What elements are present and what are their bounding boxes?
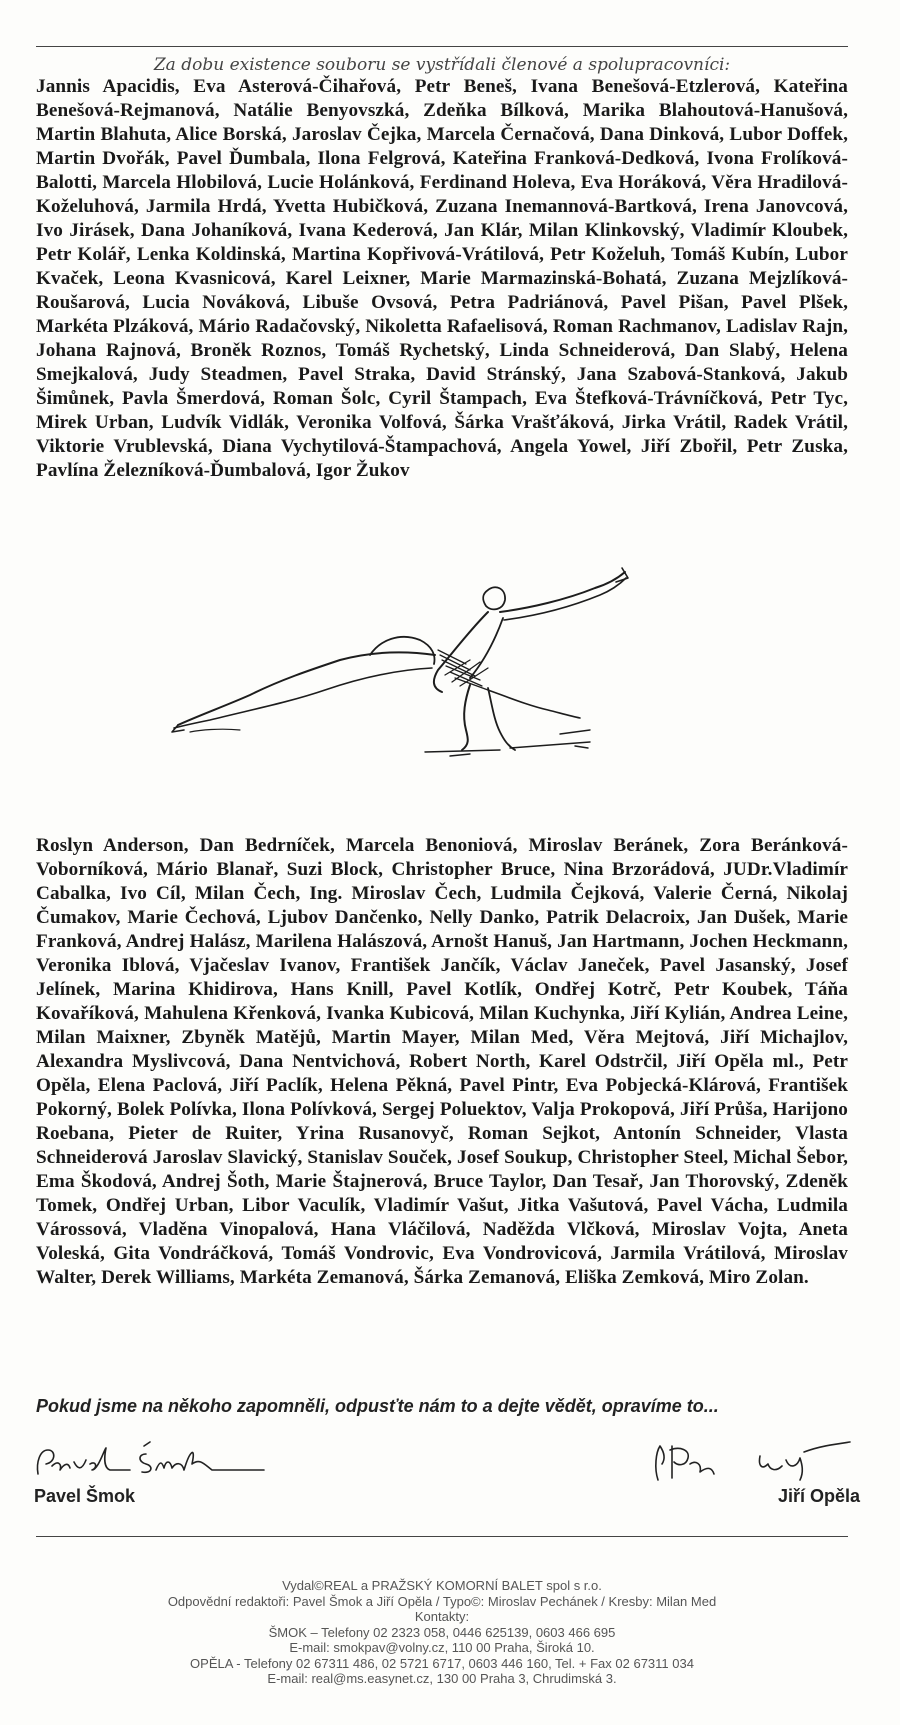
footer-opela-email: E-mail: real@ms.easynet.cz, 130 00 Praha 3, Chrudimská 3. <box>267 1671 617 1686</box>
handwritten-signature-opela <box>650 1440 860 1484</box>
footer-opela-phones: OPĚLA - Telefony 02 67311 486, 02 5721 6717, 0603 446 160, Tel. + Fax 02 67311 034 <box>190 1655 694 1671</box>
footer-smok-phones: ŠMOK – Telefony 02 2323 058, 0446 625139, 0603 466 695 <box>268 1624 616 1640</box>
footer-publisher-line: Vydal©REAL a PRAŽSKÝ KOMORNÍ BALET spol s r.o. <box>282 1578 602 1593</box>
closing-note: Pokud jsme na někoho zapomněli, odpusťte nám to a dejte vědět, opravíme to... <box>36 1396 719 1416</box>
member-list-second: Roslyn Anderson, Dan Bedrníček, Marcela Benoniová, Miroslav Beránek, Zora Beránková-Voborníková, Mário Blanař, Suzi Block, Christopher Bruce, Nina Brzorádová, JUDr.Vladimír Cabalka, Ivo Cíl, Milan Čech, Ing. Miroslav Čech, Ludmila Čejková, Valerie Černá, Nikolaj Čumakov, Marie Čechová, Ljubov Dančenko, Nelly Danko, Patrik Delacroix, Jan Dušek, Marie Franková, Andrej Halász, Marilena Halászová, Arnošt Hanuš, Jan Hartmann, Jochen Heckmann, Veronika Iblová, Vjačeslav Ivanov, František Jančík, Václav Janeček, Pavel Jasanský, Josef Jelínek, Marina Khidirova, Hans Knill, Pavel Kotlík, Ondřej Kotrč, Petr Koubek, Táňa Kovaříková, Mahulena Křenková, Ivanka Kubicová, Milan Kuchynka, Jiří Kylián, Andrea Leine, Milan Maixner, Zbyněk Matějů, Martin Mayer, Milan Med, Věra Mejtová, Jiří Michajlov, Alexandra Myslivcová, Dana Nentvichová, Robert North, Karel Odstrčil, Jiří Opěla ml., Petr Opěla, Elena Paclová, Jiří Paclík, Helena Pěkná, Pavel Pintr, Eva Pobjecká-Klárová, František Pokorný, Bolek Polívka, Ilona Polívková, Sergej Poluektov, Valja Prokopová, Jiří Průša, Harijono Roebana, Pieter de Ruiter, Yrina Rusanovyč, Roman Sejkot, Antonín Schneider, Vlasta Schneiderová Jaroslav Slavický, Stanislav Souček, Josef Soukup, Christopher Steel, Michal Šebor, Ema Škodová, Andrej Šoth, Marie Štajnerová, Bruce Taylor, Dan Tesař, Jan Thorovský, Zdeněk Tomek, Ondřej Urban, Libor Vaculík, Vladimír Vašut, Jitka Vašutová, Pavel Vácha, Ludmila Várossová, Vladěna Vinopalová, Hana Vláčilová, Naděžda Vlčková, Miroslav Vojta, Aneta Voleská, Gita Vondráčková, Tomáš Vondrovic, Eva Vondrovicová, Jarmila Vrátilová, Miroslav Walter, Derek Williams, Markéta Zemanová, Šárka Zemanová, Eliška Zemková, Miro Zolan. <box>36 835 848 1288</box>
footer-smok-email: E-mail: smokpav@volny.cz, 110 00 Praha, Široká 10. <box>289 1640 595 1655</box>
publisher-footer <box>36 1578 848 1687</box>
intro-heading: Za dobu existence souboru se vystřídali členové a spolupracovníci: <box>153 55 731 75</box>
handwritten-signature-smok <box>34 1440 274 1484</box>
signature-block-left <box>34 1440 294 1507</box>
dancer-sketch-illustration <box>170 560 690 780</box>
member-list-first: Jannis Apacidis, Eva Asterová-Čihařová, Petr Beneš, Ivana Benešová-Etzlerová, Kateřina Benešová-Rejmanová, Natálie Benyovszká, Zdeňka Bílková, Marika Blahoutová-Hanušová, Martin Blahuta, Alice Borská, Jaroslav Čejka, Marcela Černačová, Dana Dinková, Lubor Doffek, Martin Dvořák, Pavel Ďumbala, Ilona Felgrová, Kateřina Franková-Dedková, Ivona Frolíková-Balotti, Marcela Hlobilová, Lucie Holánková, Ferdinand Holeva, Eva Horáková, Věra Hradilová-Koželuhová, Jarmila Hrdá, Yvetta Hubičková, Zuzana Inemannová-Bartková, Irena Janovcová, Ivo Jirásek, Dana Johaníková, Ivana Kederová, Jan Klár, Milan Klinkovský, Vladimír Kloubek, Petr Kolář, Lenka Koldinská, Martina Kopřivová-Vrátilová, Petr Koželuh, Tomáš Kubín, Lubor Kvaček, Leona Kvasnicová, Karel Leixner, Marie Marmazinská-Bohatá, Zuzana Mejzlíková-Roušarová, Lucia Nováková, Libuše Ovsová, Petra Padriánová, Pavel Pišan, Pavel Plšek, Markéta Plzáková, Mário Radačovský, Nikoletta Rafaelisová, Roman Rachmanov, Ladislav Rajn, Johana Rajnová, Broněk Roznos, Tomáš Rychetský, Linda Schneiderová, Dan Slabý, Helena Smejkalová, Judy Steadmen, Pavel Straka, David Stránský, Jana Szabová-Stanková, Jakub Šimůnek, Pavla Šmerdová, Roman Šolc, Cyril Štampach, Eva Štefková-Trávníčková, Petr Tyc, Mirek Urban, Ludvík Vidlák, Veronika Volfová, Šárka Vrašťáková, Jirka Vrátil, Radek Vrátil, Viktorie Vrublevská, Diana Vychytilová-Štampachová, Angela Yowel, Jiří Zbořil, Petr Zuska, Pavlína Železníková-Ďumbalová, Igor Žukov <box>36 76 848 481</box>
signature-name-left: Pavel Šmok <box>34 1486 136 1506</box>
top-divider <box>36 46 848 47</box>
footer-editors-line: Odpovědní redaktoři: Pavel Šmok a Jiří Opěla / Typo©: Miroslav Pechánek / Kresby: Milan Med <box>167 1593 717 1609</box>
signature-name-right: Jiří Opěla <box>777 1486 860 1506</box>
signature-block-right <box>650 1440 860 1507</box>
footer-contacts-heading: Kontakty: <box>414 1609 470 1624</box>
bottom-divider <box>36 1536 848 1537</box>
